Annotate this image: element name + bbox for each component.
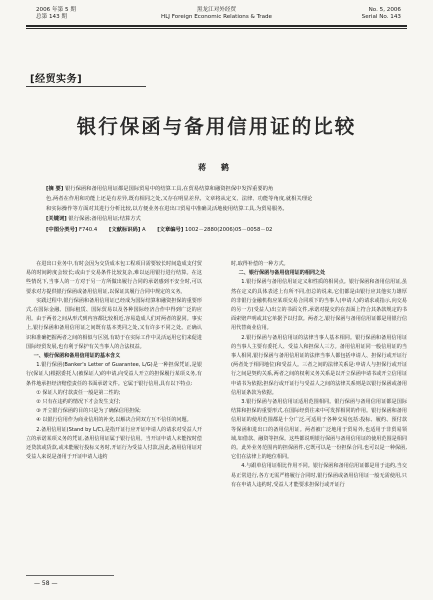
paragraph: 在进出口业务中,有时会因为交货成本包工程项目需要较长时间造成支付贸易的时间跨度会较长;或由于交易条件比较复杂,难以运用银行进行结算。在这些情况下,当事人的一方对于另一方所做出履行合同的承诺感到不安全时,可以要求对方提供银行保函或备用信用证,以保证其履行合同中规定的义务。 <box>26 261 202 295</box>
serial-number-en: Serial No. 143 <box>361 14 401 20</box>
paragraph: 2.银行保函与备用信用证的法律当事人基本相同。银行保函和备用信用证的当事人主要有委托人、受益人和担保人三方。备用信用证同一般信用证的当事人相同,银行保函与备用信用证的法律当事人都包括申请人、担保行或开证行(两者处于相同地位)和受益人。三者之间的法律关系是:申请人与担保行或开证行之间是契约关系,两者之间的权利义务关系是以开立保函申请书或开立信用证申请书为依据;担保行或开证行与受益人之间的法律关系则是以银行保函或备用信用证条款为依据。 <box>231 334 407 396</box>
article-id-label: [文章编号] <box>157 227 184 233</box>
journal-name <box>26 7 407 21</box>
issue-info-en <box>362 7 401 21</box>
section-tag: [经贸实务] <box>30 74 83 85</box>
paragraph: ① 保证人的付款责任一般是第二性的; <box>36 389 121 396</box>
body-column-left <box>26 260 202 462</box>
article-author: 蒋 鹤 <box>198 163 235 172</box>
paragraph: ③ 开立银行保函的目的只是为了确保信用担保; <box>36 408 141 415</box>
paragraph: ② 只有在违约的情况下才会发生支付; <box>36 399 121 406</box>
abstract-line-2: 色,两者在作用和功能上还是有差异,既有相同之处,又存在明显差异。文章将从定义、法律、功能等角度,就相关理论 <box>46 196 313 202</box>
header-rule-thick <box>26 25 407 27</box>
issue-number-en: No. 5, 2006 <box>368 7 401 13</box>
serial-number-cn: 总第 143 期 <box>36 14 68 20</box>
keywords-label: [关键词] <box>46 216 67 222</box>
issue-number: 2006 年第 5 期 <box>36 7 76 13</box>
footer-rule <box>26 575 114 576</box>
keywords-line <box>46 214 390 224</box>
paragraph: 时,取得补偿的一种方式。 <box>231 261 289 267</box>
paragraph: 4.与跟单信用证相比作用不同。银行保函和备用信用证都是用于违约,当交易正常进行,各方无需严格履行合同时,银行保函或备用信用证一般无需使用,只有在申请人违约时,受益人才能要求担保行或开证行 <box>231 463 407 488</box>
journal-name-en: HLJ Foreign Economic Relations & Trade <box>160 14 272 20</box>
keywords: 银行保函;备用信用证;结算方式 <box>68 216 141 222</box>
paragraph: ④ 以银行信用作为商业信用的补充,以解决合同双方互不信任的问题。 <box>36 417 192 424</box>
header-rule-thin <box>26 28 407 29</box>
section-heading: 一、银行保函和备用信用证的基本含义 <box>33 353 121 360</box>
article-id: 1002－2880(2006)05－0058－02 <box>184 227 273 233</box>
doc-code-label: [文献标识码] <box>108 227 141 233</box>
abstract-text-1: 银行保函和备用信用证都是国际贸易中的结算工具,在贸易结算和融资担保中发挥重要的角 <box>64 186 274 192</box>
clc-label: [中图分类号] <box>46 227 78 233</box>
classification-line <box>46 226 390 235</box>
paragraph: 实践过程中,银行保函和备用信用证已经成为国际结算和融资担保的重要形式,在国际金融、国际租赁、国际贸易以及各种国际经济合作中得到广泛的应用。由于两者之间从形式到内容都比较相近,容易造成人们对两者的混同。事实上,银行保函和备用信用证之间既有基本类同之处,又有许多不同之处。正确认识和准确把握两者之间的相似与区别,有助于在实际工作中灵活运用它们来促进国际经贸发展,也有利于保护有关当事人的合法权益。 <box>26 297 202 350</box>
article-title: 银行保函与备用信用证的比较 <box>76 115 357 138</box>
paragraph: 1.银行保函(Banker's Letter of Guarantee, L/G)是一种担保凭证,是银行(保证人)根据委托人(被保证人)的申请,向受益人开立的担保履行某项义务,有条件地承担经济赔偿责任的书面承诺文件。它属于银行信用,具有以下特点: <box>26 362 202 387</box>
paragraph: 3.银行保函与备用信用证适用范围相同。银行保函与备用信用证都是国际结算和担保的重要形式,在国际经贸往来中可发挥相同的作用。银行保函和备用信用证的使用范围都是十分广泛,可适用于各种交易包括:投标、履约、预付款等保函和进出口的备用信用证。两者被广泛地用于贸易外,也适用于非贸易领域,如借款、融资等担保。这些都说明银行保函与备用信用证的使用范围是相同的。此外业务范围内的担保函件,它既可以是一份担保合同,也可以是一种保函,它们在法律上的地位相同。 <box>231 399 407 461</box>
body-column-right <box>231 260 407 490</box>
abstract-line-1 <box>46 184 390 194</box>
page-number: — 58 — <box>34 580 58 587</box>
section-heading: 二、银行保函与备用信用证的相同之处 <box>238 270 326 277</box>
clc-code: F740.4 <box>79 227 98 233</box>
abstract-label: [摘 要] <box>46 186 64 192</box>
paragraph: 2.备用信用证(Stand by L/C),是指开证行应开证申请人的请求对受益人开立的承诺某项义务的凭证,备用信用证属于银行信用。当开证申请人未能按时偿还贷款或货款,或未能履行投标义务时,开证行为受益人付款,因此,备用信用证对受益人来说是备用于开证申请人违约 <box>26 426 202 461</box>
paragraph: 1.银行保函与备用信用证定义和性质的相同点。银行保函和备用信用证,虽然在定义的具体表述上有所不同,但总的说来,它们都是由银行应其他实力雄厚的非银行金融机构应某项交易合同项下的当事人(申请人)的请求或指示,向交易的另一方(受益人)出立的书面文件,承诺对提交的在表面上符合其条款规定的书面索赔声明或其它单据予以付款。两者之,银行保函与备用信用证都是用银行信用代替商业信用。 <box>231 279 407 332</box>
abstract-line-3: 和实际操作等方面对其进行分析比较,以方便业务在进出口贸易中准确灵活地使用结算工具,为贸易服务。 <box>46 206 288 212</box>
journal-name-cn: 黑龙江对外经贸 <box>196 7 237 13</box>
abstract <box>46 184 390 224</box>
doc-code: A <box>141 227 146 233</box>
section-tag-rule <box>26 86 146 87</box>
